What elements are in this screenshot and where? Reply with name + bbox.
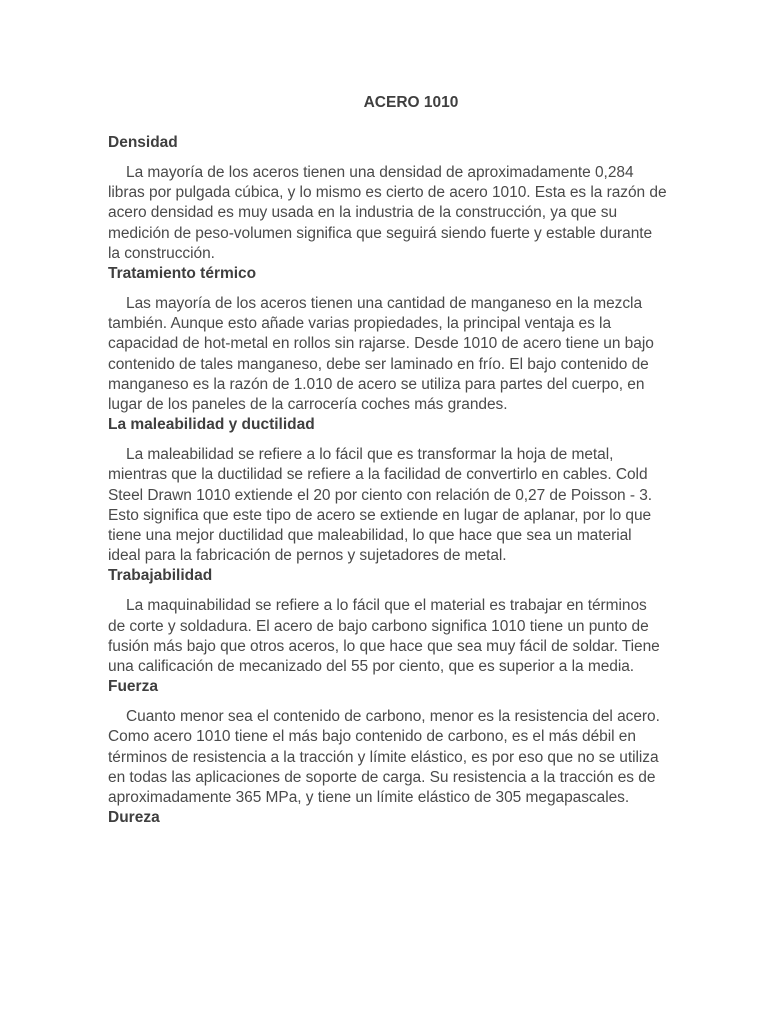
section-body: La maquinabilidad se refiere a lo fácil que el material es trabajar en términos de corte y soldadura. El acero de bajo carbono significa 1010 tiene un punto de fusión más bajo que otros aceros, lo que hace que sea muy fácil de soldar. Tiene una calificación de mecanizado del 55 por ciento, que es superior a la media.	[108, 597, 660, 676]
section-heading: Densidad	[108, 134, 178, 151]
section-trabajabilidad	[108, 566, 668, 677]
section-body: Las mayoría de los aceros tienen una cantidad de manganeso en la mezcla también. Aunque esto añade varias propiedades, la principal ventaja es la capacidad de hot-metal en rollos sin rajarse. Desde 1010 de acero tiene un bajo contenido de tales manganeso, debe ser laminado en frío. El bajo contenido de manganeso es la razón de 1.010 de acero se utiliza para partes del cuerpo, en lugar de los paneles de la carrocería coches más grandes.	[108, 295, 654, 414]
section-fuerza	[108, 677, 668, 808]
section-tratamiento-termico	[108, 264, 668, 415]
section-densidad	[108, 133, 668, 264]
section-heading: Tratamiento térmico	[108, 265, 257, 283]
section-body: Cuanto menor sea el contenido de carbono, menor es la resistencia del acero. Como acero 1010 tiene el más bajo contenido de carbono, es el más débil en términos de resistencia a la tracción y límite elástico, es por eso que no se utiliza en todas las aplicaciones de soporte de carga. Su resistencia a la tracción es de aproximadamente 365 MPa, y tiene un límite elástico de 305 megapascales.	[108, 708, 660, 807]
section-body: La maleabilidad se refiere a lo fácil que es transformar la hoja de metal, mientras que la ductilidad se refiere a la facilidad de convertirlo en cables. Cold Steel Drawn 1010 extiende el 20 por ciento con relación de 0,27 de Poisson - 3. Esto significa que este tipo de acero se extiende en lugar de aplanar, por lo que tiene una mejor ductilidad que maleabilidad, lo que hace que sea un material ideal para la fabricación de pernos y sujetadores de metal.	[108, 446, 653, 565]
section-heading: Fuerza	[108, 678, 158, 696]
section-heading: Dureza	[108, 809, 160, 827]
document-title: ACERO 1010	[363, 94, 459, 111]
section-dureza	[108, 808, 668, 828]
section-maleabilidad-ductilidad	[108, 415, 668, 566]
section-body: La mayoría de los aceros tienen una densidad de aproximadamente 0,284 libras por pulgada cúbica, y lo mismo es cierto de acero 1010. Esta es la razón de acero densidad es muy usada en la industria de la construcción, ya que su medición de peso-volumen significa que seguirá siendo fuerte y estable durante la construcción.	[108, 164, 667, 262]
section-heading: La maleabilidad y ductilidad	[108, 416, 315, 434]
section-heading: Trabajabilidad	[108, 567, 213, 585]
